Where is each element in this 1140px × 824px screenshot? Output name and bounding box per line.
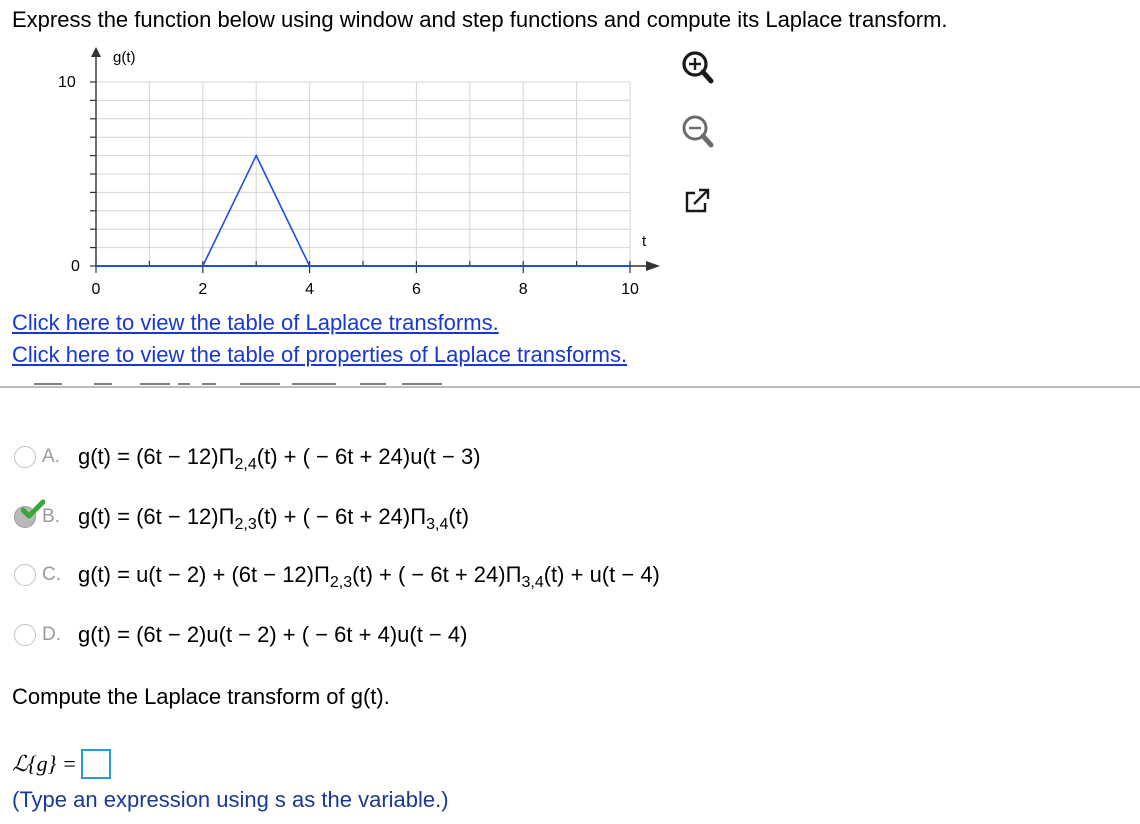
properties-table-link[interactable]: Click here to view the table of properties of Laplace transforms. bbox=[12, 342, 628, 367]
x-axis-label: t bbox=[642, 233, 647, 250]
option-b-expression: $g(t) = (6t - 12)\Pi_{2,3}(t)$ + ( − $6t + 24)\Pi_{3,4}(t)$ bbox=[78, 504, 470, 533]
option-d[interactable] bbox=[14, 618, 467, 652]
option-c[interactable] bbox=[14, 558, 660, 592]
x-tick-label: 2 bbox=[198, 281, 208, 298]
option-letter: B. bbox=[42, 506, 60, 527]
y-tick-label: 0 bbox=[71, 258, 80, 275]
answer-row bbox=[12, 746, 111, 782]
clipped-text-fragment bbox=[30, 373, 450, 385]
radio-button-selected[interactable] bbox=[14, 506, 36, 528]
answer-input[interactable] bbox=[81, 749, 111, 779]
section-divider bbox=[0, 386, 1140, 388]
option-a-expression: $g(t) = (6t - 12)\Pi_{2,4}(t)$ + ( − 6t + 24)u(t − 3) bbox=[78, 444, 481, 473]
option-a[interactable] bbox=[14, 440, 481, 474]
answer-label: ℒ{g} = bbox=[12, 751, 77, 776]
graph-grid bbox=[96, 82, 630, 266]
answer-hint: (Type an expression using s as the variable.) bbox=[12, 787, 449, 812]
x-tick-label: 4 bbox=[305, 281, 315, 298]
x-axis-arrow bbox=[646, 261, 660, 271]
option-d-expression: g(t) = (6t − 2)u(t − 2) + ( − 6t + 4)u(t − 4) bbox=[78, 622, 468, 647]
question-text: Express the function below using window and step functions and compute its Laplace transform. bbox=[12, 7, 948, 32]
radio-button[interactable] bbox=[14, 446, 36, 468]
x-tick-label: 0 bbox=[91, 281, 101, 298]
x-tick-label: 10 bbox=[621, 281, 639, 298]
option-letter: A. bbox=[42, 446, 60, 467]
zoom-in-icon bbox=[678, 48, 718, 88]
compute-prompt: Compute the Laplace transform of g(t). bbox=[12, 684, 390, 709]
x-tick-labels bbox=[92, 281, 639, 298]
option-b[interactable] bbox=[14, 500, 469, 534]
x-tick-label: 6 bbox=[411, 281, 421, 298]
checkmark-icon bbox=[21, 499, 45, 519]
zoom-out-button[interactable] bbox=[678, 112, 718, 152]
x-tick-label: 8 bbox=[518, 281, 528, 298]
popout-icon bbox=[678, 182, 718, 222]
y-axis-arrow bbox=[91, 47, 101, 57]
option-letter: C. bbox=[42, 564, 61, 585]
y-tick-label: 10 bbox=[58, 74, 76, 91]
zoom-out-icon bbox=[678, 112, 718, 152]
laplace-table-link[interactable]: Click here to view the table of Laplace transforms. bbox=[12, 310, 499, 335]
option-c-expression: $g(t) = u(t - 2) + (6t - 12)\Pi_{2,3}(t)$ + ( − $6t + 24)\Pi_{3,4}(t) + u(t - 4)$ bbox=[78, 562, 660, 591]
popout-button[interactable] bbox=[678, 182, 718, 222]
option-letter: D. bbox=[42, 624, 61, 645]
radio-button[interactable] bbox=[14, 624, 36, 646]
function-graph bbox=[40, 45, 680, 305]
graph-axes bbox=[90, 47, 660, 273]
zoom-in-button[interactable] bbox=[678, 48, 718, 88]
radio-button[interactable] bbox=[14, 564, 36, 586]
y-axis-label: g(t) bbox=[113, 49, 136, 66]
